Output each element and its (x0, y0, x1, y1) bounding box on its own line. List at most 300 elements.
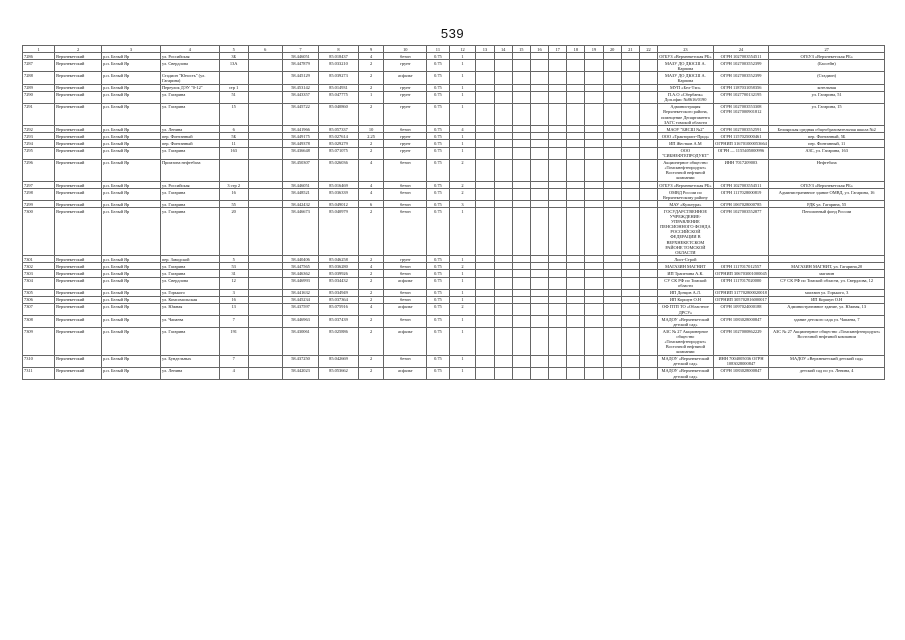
container-count: 3 (449, 201, 476, 208)
empty-cell (603, 263, 621, 270)
container-count: 1 (449, 277, 476, 289)
container-count: 4 (449, 126, 476, 133)
owner-organization: П.А.О «Сбербанк» Доп.офис №8616/0190 (658, 91, 714, 103)
area: 2 (358, 367, 384, 379)
empty-cell (476, 289, 494, 296)
street: Стадион "Юность" (ул. Гагарина) (160, 72, 219, 84)
container-volume: 0.75 (427, 303, 449, 315)
empty-cell (567, 201, 585, 208)
empty-cell (476, 367, 494, 379)
longitude: 85.027614 (319, 133, 359, 140)
district: Верхнекетский (55, 72, 102, 84)
empty-cell (494, 91, 512, 103)
street: Переулок ДЭУ "0-12" (160, 84, 219, 91)
empty-cell (639, 208, 657, 256)
empty-cell (603, 60, 621, 72)
longitude: 85.046258 (319, 256, 359, 263)
street: ул. Гагарина (160, 201, 219, 208)
owner-registration: ОГРН 1117017012557 (713, 263, 769, 270)
owner-organization: МАДОУ «Верхнекетский детский сад» (658, 367, 714, 379)
settlement: р.п. Белый Яр (102, 208, 161, 256)
empty-cell (639, 140, 657, 147)
building (248, 60, 282, 72)
record-number: 7286 (23, 53, 55, 60)
record-number: 7303 (23, 270, 55, 277)
surface-type: грунт (384, 256, 427, 263)
house-number: 13 (219, 303, 248, 315)
empty-cell (621, 355, 639, 367)
empty-cell (476, 182, 494, 189)
column-number: 22 (639, 46, 657, 53)
surface-type: бетон (384, 289, 427, 296)
area: 2 (358, 147, 384, 159)
owner-registration: ОГРН 1117028000819 (713, 189, 769, 201)
owner-registration: ОГРНИП 305702816000017 (715, 297, 767, 303)
container-count: 1 (449, 316, 476, 328)
latitude: 58.443357 (282, 91, 318, 103)
table-row (23, 328, 885, 355)
empty-cell (567, 208, 585, 256)
area: 2 (358, 316, 384, 328)
container-volume: 0.75 (427, 133, 449, 140)
area: 6 (358, 201, 384, 208)
settlement: р.п. Белый Яр (102, 189, 161, 201)
empty-cell (639, 72, 657, 84)
table-row (23, 147, 885, 159)
surface-type: бетон (384, 208, 427, 256)
empty-cell (530, 355, 548, 367)
building (248, 316, 282, 328)
longitude: 85.071075 (319, 147, 359, 159)
owner-registration: ОГРН 1027003552399 (713, 72, 769, 84)
container-count: 2 (449, 189, 476, 201)
longitude: 85.047775 (319, 91, 359, 103)
empty-cell (621, 208, 639, 256)
record-number: 7309 (23, 328, 55, 355)
settlement: р.п. Белый Яр (102, 53, 161, 60)
house-number (219, 159, 248, 181)
surface-type: бетон (384, 189, 427, 201)
empty-cell (530, 91, 548, 103)
empty-cell (530, 316, 548, 328)
record-number: 7290 (23, 91, 55, 103)
column-number: 6 (248, 46, 282, 53)
empty-cell (549, 60, 567, 72)
table-row (23, 316, 885, 328)
empty-cell (621, 303, 639, 315)
table-row (23, 103, 885, 125)
house-number: 163 (219, 147, 248, 159)
empty-cell (621, 182, 639, 189)
house-number: 6 (219, 126, 248, 133)
waste-source: Административное здание, ул. Южная, 13 (769, 303, 885, 315)
container-count: 1 (449, 140, 476, 147)
latitude: 58.441632 (282, 289, 318, 296)
container-count: 1 (449, 328, 476, 355)
empty-cell (621, 126, 639, 133)
container-volume: 0.75 (427, 277, 449, 289)
latitude: 58.437597 (282, 303, 318, 315)
waste-source: ОГБУЗ «Верхнекетская РБ» (769, 53, 885, 60)
empty-cell (621, 159, 639, 181)
settlement: р.п. Белый Яр (102, 91, 161, 103)
column-number: 8 (319, 46, 359, 53)
empty-cell (530, 328, 548, 355)
container-volume: 0.75 (427, 270, 449, 277)
empty-cell (621, 201, 639, 208)
empty-cell (494, 103, 512, 125)
column-number: 3 (102, 46, 161, 53)
owner-registration: ОГРНИП 316701000053664 (715, 140, 767, 146)
area: 4 (358, 53, 384, 60)
empty-cell (585, 296, 603, 303)
empty-cell (494, 147, 512, 159)
latitude: 58.447565 (282, 263, 318, 270)
container-volume: 0.75 (427, 296, 449, 303)
empty-cell (512, 133, 530, 140)
surface-type: грунт (384, 91, 427, 103)
empty-cell (585, 133, 603, 140)
empty-cell (639, 126, 657, 133)
house-number: 51 (219, 91, 248, 103)
district: Верхнекетский (55, 208, 102, 256)
owner-registration: ОГРН 1067028000785 (713, 201, 769, 208)
container-volume: 0.75 (427, 355, 449, 367)
empty-cell (621, 72, 639, 84)
empty-cell (567, 328, 585, 355)
empty-cell (585, 53, 603, 60)
latitude: 58.430061 (282, 328, 318, 355)
empty-cell (567, 53, 585, 60)
empty-cell (585, 189, 603, 201)
container-count: 1 (449, 84, 476, 91)
container-count: 1 (449, 60, 476, 72)
record-number: 7304 (23, 277, 55, 289)
container-count: 2 (449, 303, 476, 315)
owner-organization: ГОСУДАРСТВЕННОЕ УЧРЕЖДЕНИЕ-УПРАВЛЕНИЕ ПЕНСИОННОГО ФОНДА РОССИЙСКОЙ ФЕДЕРАЦИИ В ВЕРХНЕКЕТСКОМ РАЙОНЕ ТОМСКОЙ ОБЛАСТИ (658, 208, 714, 256)
page-number: 539 (440, 26, 465, 41)
area: 4 (358, 159, 384, 181)
settlement: р.п. Белый Яр (102, 277, 161, 289)
empty-cell (603, 133, 621, 140)
empty-cell (476, 316, 494, 328)
empty-cell (639, 296, 657, 303)
record-number: 7311 (23, 367, 55, 379)
empty-cell (567, 182, 585, 189)
waste-source: (Бассейн) (769, 60, 885, 72)
empty-cell (530, 201, 548, 208)
waste-source: ул. Гагарина, 51 (769, 91, 885, 103)
building (248, 140, 282, 147)
latitude: 58.436648 (282, 147, 318, 159)
empty-cell (549, 355, 567, 367)
waste-source: МАГАЗИН МАГНИТ, ул. Гагарина,20 (769, 263, 885, 270)
surface-type: грунт (384, 103, 427, 125)
empty-cell (621, 84, 639, 91)
empty-cell (639, 159, 657, 181)
container-volume: 0.75 (427, 189, 449, 201)
record-number: 7307 (23, 303, 55, 315)
empty-cell (567, 72, 585, 84)
building (248, 103, 282, 125)
empty-cell (494, 256, 512, 263)
empty-cell (567, 159, 585, 181)
record-number: 7296 (23, 159, 55, 181)
owner-organization: ОФ ПТП ТО «Областное ДРСУ» (658, 303, 714, 315)
column-number: 19 (585, 46, 603, 53)
owner-organization: ООО "СИБНЕФТЕПРОДУКТ" (658, 147, 714, 159)
area: 2 (358, 60, 384, 72)
latitude: 58.446362 (282, 270, 318, 277)
empty-cell (603, 355, 621, 367)
column-number: 27 (769, 46, 885, 53)
empty-cell (530, 270, 548, 277)
building (248, 296, 282, 303)
empty-cell (512, 263, 530, 270)
empty-cell (476, 147, 494, 159)
latitude: 58.446051 (282, 53, 318, 60)
latitude: 58.446673 (282, 208, 318, 256)
empty-cell (621, 270, 639, 277)
owner-registration: ОГРН — 1155405000996 (713, 147, 769, 159)
surface-type: грунт (384, 140, 427, 147)
empty-cell (621, 147, 639, 159)
settlement: р.п. Белый Яр (102, 355, 161, 367)
record-number: 7302 (23, 263, 55, 270)
empty-cell (476, 103, 494, 125)
owner-organization: ИП Трапезина А.К. (658, 270, 714, 277)
building (248, 303, 282, 315)
waste-source: магазин ул. Горького, 3 (769, 289, 885, 296)
district: Верхнекетский (55, 91, 102, 103)
empty-cell (621, 189, 639, 201)
waste-source: Пенсионный фонд России (769, 208, 885, 256)
table-row (23, 256, 885, 263)
column-number: 2 (55, 46, 102, 53)
container-volume: 0.75 (427, 367, 449, 379)
waste-source: Нефтебаза (769, 159, 885, 181)
area: 4 (358, 189, 384, 201)
district: Верхнекетский (55, 328, 102, 355)
table-row (23, 277, 885, 289)
latitude: 58.446051 (282, 182, 318, 189)
empty-cell (494, 159, 512, 181)
empty-cell (567, 84, 585, 91)
empty-cell (639, 277, 657, 289)
street: ул. Свердлова (160, 277, 219, 289)
empty-cell (567, 133, 585, 140)
empty-cell (621, 91, 639, 103)
longitude: 85.014931 (319, 84, 359, 91)
area: 1 (358, 91, 384, 103)
district: Верхнекетский (55, 270, 102, 277)
empty-cell (585, 316, 603, 328)
building (248, 208, 282, 256)
empty-cell (512, 126, 530, 133)
container-volume: 0.75 (427, 53, 449, 60)
empty-cell (494, 303, 512, 315)
street: ул. Гагарина (160, 328, 219, 355)
building (248, 84, 282, 91)
container-volume: 0.75 (427, 84, 449, 91)
owner-organization: МАЗУ ДО ДЮСШ А. Карпова (658, 72, 714, 84)
longitude: 85.026036 (319, 159, 359, 181)
empty-cell (621, 103, 639, 125)
empty-cell (549, 133, 567, 140)
latitude: 58.445234 (282, 296, 318, 303)
district: Верхнекетский (55, 147, 102, 159)
empty-cell (549, 277, 567, 289)
table-row (23, 201, 885, 208)
empty-cell (639, 316, 657, 328)
empty-cell (621, 289, 639, 296)
owner-organization: ООО «Тракторист-Прод» (658, 133, 714, 140)
owner-registration: ОГРН 1117017020000 (713, 277, 769, 289)
house-number: 16 (219, 296, 248, 303)
empty-cell (549, 328, 567, 355)
empty-cell (512, 270, 530, 277)
house-number: 16 (219, 189, 248, 201)
empty-cell (585, 72, 603, 84)
district: Верхнекетский (55, 201, 102, 208)
surface-type: бетон (384, 263, 427, 270)
empty-cell (476, 277, 494, 289)
owner-registration: ОГРН 1027003554511 (713, 182, 769, 189)
empty-cell (603, 140, 621, 147)
latitude: 58.449175 (282, 133, 318, 140)
settlement: р.п. Белый Яр (102, 263, 161, 270)
longitude: 85.018437 (319, 53, 359, 60)
district: Верхнекетский (55, 289, 102, 296)
house-number (219, 72, 248, 84)
table-row (23, 133, 885, 140)
empty-cell (567, 147, 585, 159)
house-number: 15 (219, 103, 248, 125)
empty-cell (530, 182, 548, 189)
longitude: 85.040860 (319, 103, 359, 125)
empty-cell (494, 316, 512, 328)
area: 2 (358, 103, 384, 125)
district: Верхнекетский (55, 303, 102, 315)
empty-cell (567, 303, 585, 315)
empty-cell (530, 103, 548, 125)
empty-cell (549, 189, 567, 201)
empty-cell (530, 133, 548, 140)
empty-cell (476, 208, 494, 256)
house-number: 20 (219, 208, 248, 256)
settlement: р.п. Белый Яр (102, 328, 161, 355)
empty-cell (549, 159, 567, 181)
container-count: 2 (449, 263, 476, 270)
owner-organization: ИП Коршун О.Н (658, 296, 714, 303)
latitude: 58.440406 (282, 256, 318, 263)
container-volume: 0.75 (427, 72, 449, 84)
empty-cell (585, 277, 603, 289)
table-row (23, 208, 885, 256)
waste-source: ИП Коршун О.Н (769, 296, 885, 303)
empty-cell (603, 270, 621, 277)
owner-organization: АЗС № 27 Акционерное общество «Томскнефтепродукт» Восточной нефтяной компании (658, 328, 714, 355)
empty-cell (549, 103, 567, 125)
container-count: 1 (449, 355, 476, 367)
settlement: р.п. Белый Яр (102, 133, 161, 140)
empty-cell (512, 303, 530, 315)
house-number: 13А (219, 60, 248, 72)
area: 2 (358, 355, 384, 367)
table-row (23, 53, 885, 60)
empty-cell (512, 84, 530, 91)
empty-cell (585, 201, 603, 208)
empty-cell (512, 60, 530, 72)
building (248, 263, 282, 270)
empty-cell (567, 126, 585, 133)
empty-cell (530, 60, 548, 72)
empty-cell (603, 256, 621, 263)
owner-organization: ОМВД России по Верхнекетскому району (658, 189, 714, 201)
owner-organization: ОГБУЗ «Верхнекетская РБ» (659, 53, 712, 59)
empty-cell (512, 355, 530, 367)
empty-cell (476, 201, 494, 208)
column-number: 13 (476, 46, 494, 53)
column-number: 9 (358, 46, 384, 53)
longitude: 85.049012 (319, 201, 359, 208)
empty-cell (585, 367, 603, 379)
settlement: р.п. Белый Яр (102, 367, 161, 379)
district: Верхнекетский (55, 103, 102, 125)
container-count: 1 (449, 53, 476, 60)
street: ул. Гагарина (160, 103, 219, 125)
empty-cell (494, 140, 512, 147)
empty-cell (549, 72, 567, 84)
empty-cell (639, 263, 657, 270)
owner-registration: ОГРН 1027003553308 ОГРН 1027000901812 (713, 103, 769, 125)
surface-type: бетон (384, 53, 427, 60)
settlement: р.п. Белый Яр (102, 303, 161, 315)
empty-cell (585, 208, 603, 256)
surface-type: бетон (384, 182, 427, 189)
empty-cell (585, 60, 603, 72)
settlement: р.п. Белый Яр (102, 126, 161, 133)
empty-cell (476, 270, 494, 277)
empty-cell (530, 208, 548, 256)
settlement: р.п. Белый Яр (102, 84, 161, 91)
district: Верхнекетский (55, 316, 102, 328)
owner-organization: Акционерное общество «Томскнефтепродукт» Восточной нефтяной компании (658, 159, 714, 181)
owner-registration: ОГРН 1027000862229 (713, 328, 769, 355)
street: ул. Горького (160, 289, 219, 296)
surface-type: грунт (384, 60, 427, 72)
owner-registration: ОГРН 1083028000847 (713, 316, 769, 328)
container-volume: 0.75 (427, 103, 449, 125)
empty-cell (621, 263, 639, 270)
building (248, 72, 282, 84)
longitude: 85.029279 (319, 140, 359, 147)
empty-cell (530, 296, 548, 303)
column-number: 16 (530, 46, 548, 53)
waste-source: (Стадион) (769, 72, 885, 84)
empty-cell (494, 72, 512, 84)
column-number: 5 (219, 46, 248, 53)
empty-cell (494, 84, 512, 91)
empty-cell (639, 53, 657, 60)
column-number: 20 (603, 46, 621, 53)
longitude: 85.034432 (319, 277, 359, 289)
empty-cell (603, 316, 621, 328)
owner-registration: ОГРН 1027003552591 (713, 126, 769, 133)
waste-source: Административное здание ОМВД, ул. Гагарина, 16 (769, 189, 885, 201)
empty-cell (603, 189, 621, 201)
empty-cell (585, 303, 603, 315)
